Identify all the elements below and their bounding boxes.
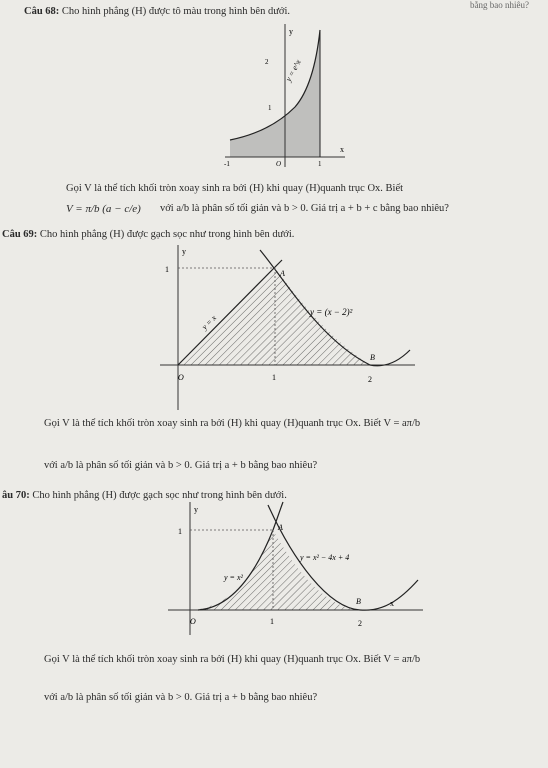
q68-y-label: y (289, 27, 293, 36)
q69-tick-y1: 1 (165, 265, 169, 274)
q69-y-label: y (182, 247, 186, 256)
q69-origin: O (178, 373, 184, 382)
q69-line-label: y = x (200, 313, 219, 332)
q68-tick-1: 1 (268, 104, 272, 112)
q68-body2: với a/b là phân số tối giản và b > 0. Giá trị a + b + c bằng bao nhiêu? (160, 203, 449, 214)
q68-label: Câu 68: (24, 6, 60, 17)
q68-origin: O (276, 160, 282, 168)
q69-title: Cho hình phẳng (H) được gạch sọc như trong hình bên dưới. (39, 229, 295, 240)
q70-tick-x2: 2 (358, 619, 362, 628)
q69-curve-label: y = (x − 2)² (310, 307, 353, 317)
q68-shaded-region (230, 30, 320, 157)
q69-point-a: A (280, 269, 285, 278)
q70-origin: O (190, 617, 196, 626)
q70-tick-x1: 1 (270, 617, 274, 626)
q69-body1: Gọi V là thể tích khối tròn xoay sinh ra bởi (H) khi quay (H)quanh trục Ox. Biết V = aπ/b (44, 418, 421, 429)
q69-body2: với a/b là phân số tối giản và b > 0. Giá trị a + b bằng bao nhiêu? (44, 460, 318, 471)
q70-hatched-region (190, 530, 360, 610)
q70-point-b: B (356, 597, 361, 606)
q68-tick-m1: -1 (224, 160, 230, 168)
q69-tick-x1: 1 (272, 373, 276, 382)
q68-body1: Gọi V là thể tích khối tròn xoay sinh ra bởi (H) khi quay (H)quanh trục Ox. Biết (66, 183, 404, 194)
q70-y-label: y (194, 505, 198, 514)
q68-x-label: x (340, 145, 344, 154)
q69-point-b: B (370, 353, 375, 362)
q70-label: âu 70: (2, 490, 30, 501)
q68-heading (24, 6, 290, 18)
q68-curve-label: y = e^x (283, 58, 303, 83)
q70-point-a: A (278, 523, 283, 532)
q70-curve1-label: y = x² (224, 573, 243, 582)
q70-graph (168, 500, 428, 640)
q68-tick-x1: 1 (318, 160, 322, 168)
q70-curve2-label: y = x² − 4x + 4 (300, 553, 350, 562)
corner-note: bằng bao nhiêu? (470, 0, 529, 10)
q70-body2: với a/b là phân số tối giản và b > 0. Giá trị a + b bằng bao nhiêu? (44, 692, 318, 703)
q70-body1: Gọi V là thể tích khối tròn xoay sinh ra bởi (H) khi quay (H)quanh trục Ox. Biết V = aπ/b (44, 654, 421, 665)
q70-x-label: x (390, 599, 394, 608)
q70-tick-y1: 1 (178, 527, 182, 536)
q69-label: Câu 69: (2, 229, 38, 240)
q69-graph (160, 240, 420, 410)
q69-tick-x2: 2 (368, 375, 372, 384)
q68-title: Cho hình phẳng (H) được tô màu trong hình bên dưới. (61, 6, 291, 17)
q68-formula: V = π/b (a − c/e) (66, 203, 141, 215)
q68-tick-2: 2 (265, 58, 269, 66)
q68-graph (220, 22, 350, 170)
q70-title: Cho hình phẳng (H) được gạch sọc như trong hình bên dưới. (32, 490, 287, 501)
